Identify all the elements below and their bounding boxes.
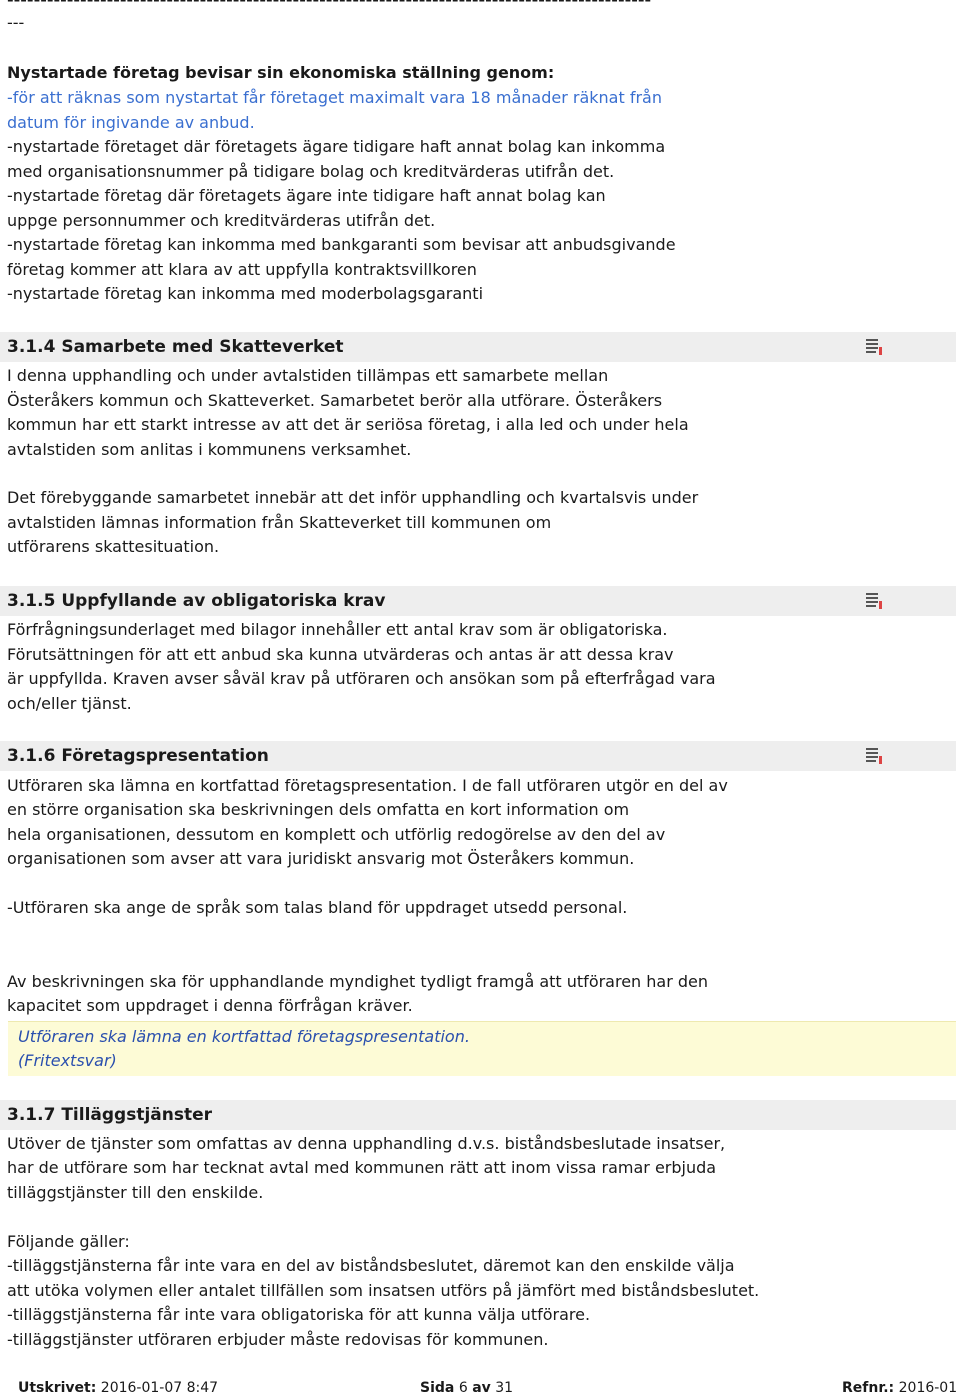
section-line: avtalstiden lämnas information från Skatteverket till kommunen om [7, 513, 552, 532]
list-icon[interactable] [866, 339, 880, 355]
section-line: Utföraren ska lämna en kortfattad företagspresentation. I de fall utföraren utgör en del av [7, 776, 728, 795]
footer-printed-value: 2016-01-07 8:47 [100, 1380, 219, 1396]
section-line: Av beskrivningen ska för upphandlande myndighet tydligt framgå att utföraren har den [7, 972, 709, 991]
intro-line: -nystartade företag kan inkomma med moderbolagsgaranti [7, 284, 484, 303]
intro-line: -nystartade företag kan inkomma med bankgaranti som bevisar att anbudsgivande [7, 235, 676, 254]
answer-line: Utföraren ska lämna en kortfattad företagspresentation. [18, 1027, 470, 1046]
section-line: utförarens skattesituation. [7, 537, 220, 556]
footer-page-label: Sida [420, 1380, 455, 1396]
footer-ref-label: Refnr.: [842, 1380, 895, 1396]
section-line: en större organisation ska beskrivningen dels omfatta en kort information om [7, 800, 630, 819]
section-line: Österåkers kommun och Skatteverket. Samarbetet berör alla utförare. Österåkers [7, 391, 663, 410]
section-title: 3.1.7 Tilläggstjänster [7, 1105, 213, 1125]
footer-printed-label: Utskrivet: [18, 1380, 97, 1396]
answer-field[interactable] [8, 1021, 956, 1076]
footer-page-current: 6 [458, 1380, 468, 1396]
intro-blue-line: -för att räknas som nystartat får företaget maximalt vara 18 månader räknat från [7, 88, 662, 107]
section-line: Utöver de tjänster som omfattas av denna upphandling d.v.s. biståndsbeslutade insatser, [7, 1134, 726, 1153]
section-line: hela organisationen, dessutom en komplett och utförlig redogörelse av den del av [7, 825, 666, 844]
list-icon[interactable] [866, 748, 880, 764]
section-line: -tilläggstjänsterna får inte vara en del av biståndsbeslutet, däremot kan den enskilde välja [7, 1256, 735, 1275]
section-line: kapacitet som uppdraget i denna förfrågan kräver. [7, 996, 413, 1015]
intro-blue-line: datum för ingivande av anbud. [7, 113, 255, 132]
section-line: Det förebyggande samarbetet innebär att det inför upphandling och kvartalsvis under [7, 488, 699, 507]
section-line: I denna upphandling och under avtalstiden tillämpas ett samarbete mellan [7, 366, 609, 385]
section-title: 3.1.6 Företagspresentation [7, 746, 269, 766]
section-title: 3.1.4 Samarbete med Skatteverket [7, 337, 344, 357]
section-line: tilläggstjänster till den enskilde. [7, 1183, 264, 1202]
section-line: att utöka volymen eller antalet tillfällen som insatsen utförs på jämfört med biståndsbeslutet. [7, 1281, 760, 1300]
section-line: -Utföraren ska ange de språk som talas bland för uppdraget utsedd personal. [7, 898, 628, 917]
section-title: 3.1.5 Uppfyllande av obligatoriska krav [7, 591, 386, 611]
section-line: Följande gäller: [7, 1232, 130, 1251]
answer-hint: (Fritextsvar) [18, 1051, 117, 1070]
intro-line: uppge personnummer och kreditvärderas utifrån det. [7, 211, 436, 230]
top-dashes: --- [7, 13, 25, 32]
footer-ref-value: 2016-01 [898, 1380, 958, 1396]
section-line: organisationen som avser att vara juridiskt ansvarig mot Österåkers kommun. [7, 849, 635, 868]
section-line: och/eller tjänst. [7, 694, 132, 713]
section-line: är uppfyllda. Kraven avser såväl krav på utföraren och ansökan som på efterfrågad vara [7, 669, 716, 688]
section-line: -tilläggstjänsterna får inte vara obligatoriska för att kunna välja utförare. [7, 1305, 591, 1324]
intro-line: -nystartade företaget där företagets ägare tidigare haft annat bolag kan inkomma [7, 137, 666, 156]
section-header-3-1-4 [0, 332, 956, 362]
footer-page-of: av [472, 1380, 491, 1396]
intro-line: med organisationsnummer på tidigare bolag och kreditvärderas utifrån det. [7, 162, 615, 181]
section-line: avtalstiden som anlitas i kommunens verksamhet. [7, 440, 412, 459]
footer-ref [842, 1380, 957, 1396]
footer-printed [18, 1380, 218, 1396]
intro-line: företag kommer att klara av att uppfylla kontraktsvillkoren [7, 260, 477, 279]
top-rule [7, 0, 651, 9]
section-line: kommun har ett starkt intresse av att det är seriösa företag, i alla led och under hela [7, 415, 689, 434]
list-icon[interactable] [866, 593, 880, 609]
section-header-3-1-7 [0, 1100, 956, 1130]
intro-heading: Nystartade företag bevisar sin ekonomiska ställning genom: [7, 63, 555, 82]
intro-line: -nystartade företag där företagets ägare inte tidigare haft annat bolag kan [7, 186, 606, 205]
section-header-3-1-5 [0, 586, 956, 616]
section-line: -tilläggstjänster utföraren erbjuder måste redovisas för kommunen. [7, 1330, 549, 1349]
section-line: Förfrågningsunderlaget med bilagor innehåller ett antal krav som är obligatoriska. [7, 620, 668, 639]
footer-page [420, 1380, 513, 1396]
footer-page-total: 31 [495, 1380, 514, 1396]
section-header-3-1-6 [0, 741, 956, 771]
section-line: har de utförare som har tecknat avtal med kommunen rätt att inom vissa ramar erbjuda [7, 1158, 717, 1177]
section-line: Förutsättningen för att ett anbud ska kunna utvärderas och antas är att dessa krav [7, 645, 674, 664]
